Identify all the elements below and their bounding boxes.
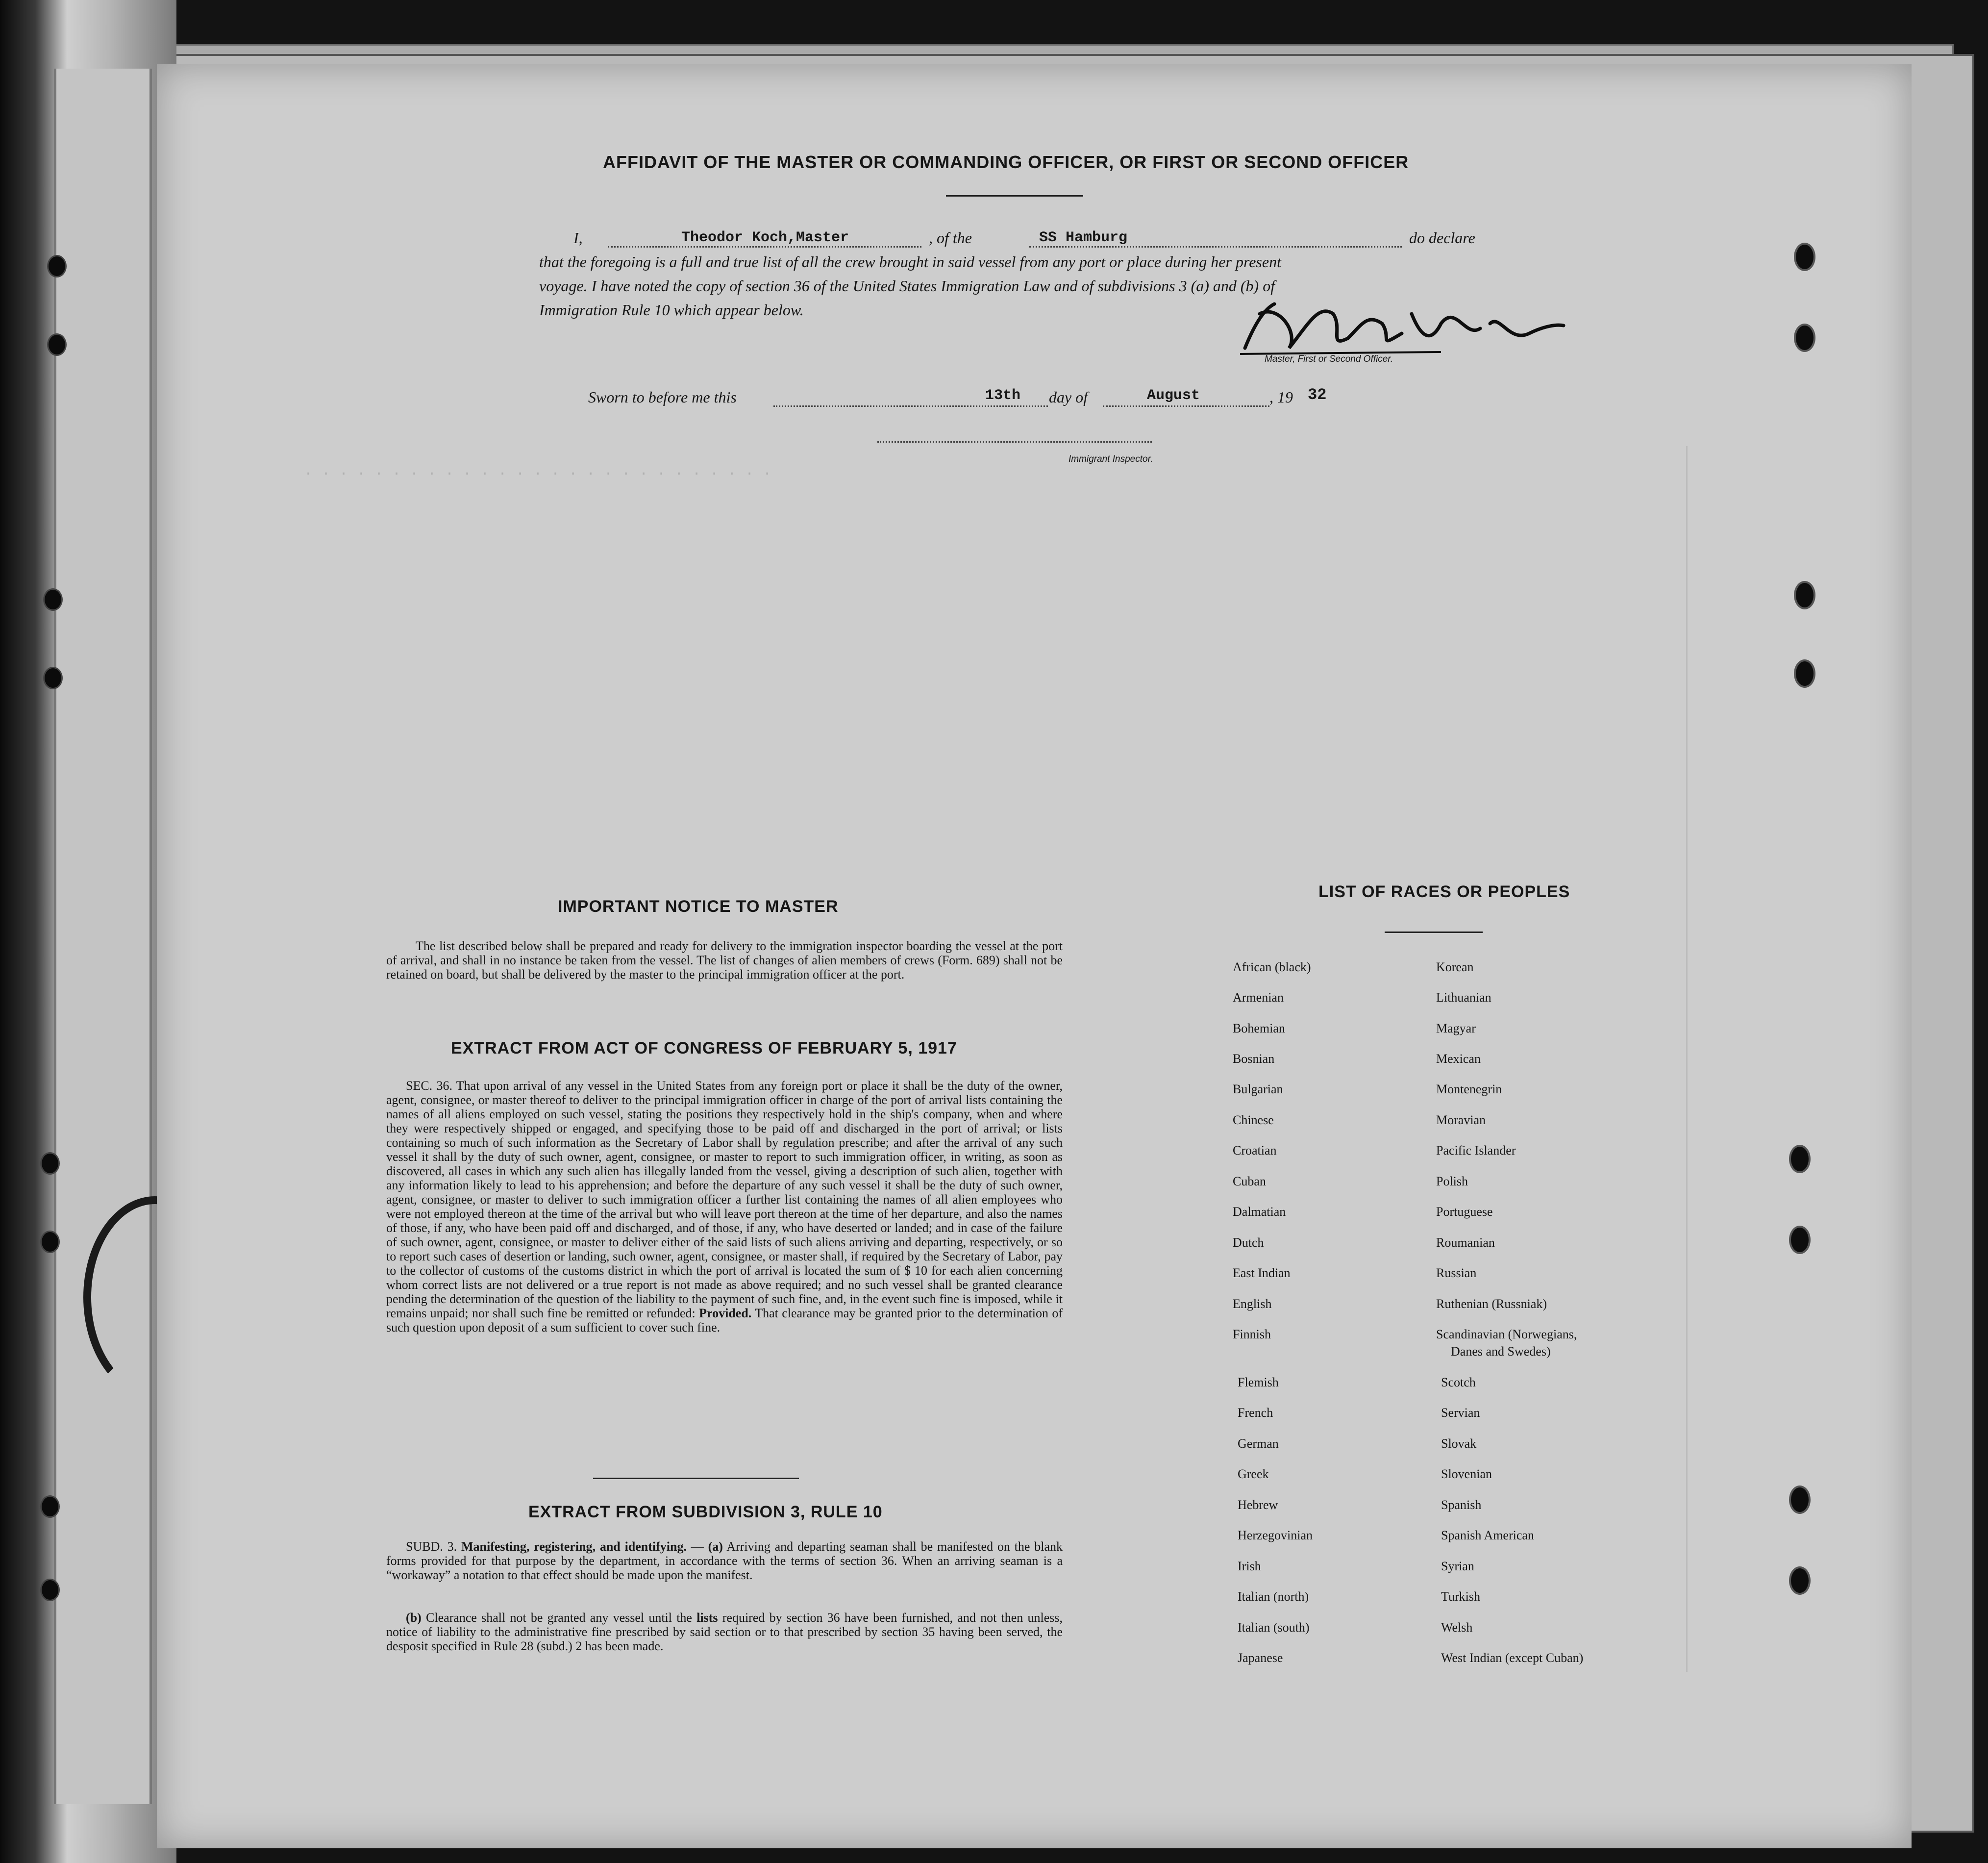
race-left: Bulgarian bbox=[1233, 1082, 1283, 1096]
race-left: Hebrew bbox=[1238, 1498, 1278, 1512]
race-left: Italian (north) bbox=[1238, 1589, 1309, 1604]
race-left: Dalmatian bbox=[1233, 1205, 1286, 1219]
master-signature bbox=[1235, 294, 1568, 358]
race-right: Russian bbox=[1436, 1266, 1477, 1280]
race-right: Roumanian bbox=[1436, 1235, 1495, 1250]
punch-hole bbox=[1794, 324, 1815, 352]
binder-strip bbox=[54, 69, 152, 1804]
race-right: Mexican bbox=[1436, 1052, 1481, 1066]
master-caption: Master, First or Second Officer. bbox=[1265, 354, 1393, 364]
race-right: Servian bbox=[1441, 1406, 1480, 1420]
race-left: Herzegovinian bbox=[1238, 1528, 1313, 1542]
affidavit-line-2: that the foregoing is a full and true list of all the crew brought in said vessel from any port or place during her present bbox=[539, 253, 1281, 271]
of-the-label: , of the bbox=[929, 229, 972, 247]
race-right: Magyar bbox=[1436, 1021, 1476, 1035]
punch-hole bbox=[1789, 1566, 1811, 1595]
race-left: Dutch bbox=[1233, 1235, 1264, 1250]
race-left: Bosnian bbox=[1233, 1052, 1275, 1066]
race-right: Syrian bbox=[1441, 1559, 1474, 1573]
races-title: LIST OF RACES OR PEOPLES bbox=[1318, 882, 1570, 901]
races-underline bbox=[1385, 932, 1483, 933]
race-right: Spanish bbox=[1441, 1498, 1482, 1512]
rule-paragraph-b: (b) Clearance shall not be granted any vessel until the lists required by section 36 have been furnished, and not then unless, notice of liability to the administrative fine prescribed by said section or to that prescribed by section 35 having been served, the desposit specified in Rule 28 (subd.) 2 has been made. bbox=[386, 1611, 1063, 1653]
rule-paragraph-a: SUBD. 3. Manifesting, registering, and identifying. — (a) Arriving and departing seaman shall be manifested on the blank forms provided for that purpose by the department, in accordance with the terms of section 36. When an arriving seaman is a “workaway” a notation to that effect should be made upon the manifest. bbox=[386, 1539, 1063, 1582]
binder-hole bbox=[40, 1579, 60, 1601]
race-right: Slovenian bbox=[1441, 1467, 1492, 1481]
race-left: Greek bbox=[1238, 1467, 1269, 1481]
race-right: Moravian bbox=[1436, 1113, 1486, 1127]
race-right: Portuguese bbox=[1436, 1205, 1493, 1219]
binder-hole bbox=[40, 1152, 60, 1175]
punch-hole bbox=[1794, 581, 1815, 609]
vessel-name: SS Hamburg bbox=[1039, 229, 1128, 246]
race-left: Croatian bbox=[1233, 1143, 1277, 1158]
race-right: West Indian (except Cuban) bbox=[1441, 1651, 1584, 1665]
i-label: I, bbox=[573, 229, 583, 247]
year-suffix: 32 bbox=[1308, 386, 1327, 404]
binder-hole bbox=[40, 1231, 60, 1253]
master-name: Theodor Koch,Master bbox=[681, 229, 849, 246]
race-left: Armenian bbox=[1233, 990, 1284, 1005]
day-line bbox=[773, 405, 1048, 407]
race-right: Slovak bbox=[1441, 1436, 1477, 1451]
affidavit-line-4: Immigration Rule 10 which appear below. bbox=[539, 301, 804, 319]
race-left: East Indian bbox=[1233, 1266, 1291, 1280]
race-right: Lithuanian bbox=[1436, 990, 1491, 1005]
sworn-month: August bbox=[1147, 387, 1200, 404]
act-text: SEC. 36. That upon arrival of any vessel in the United States from any foreign port or place it shall be the duty of the owner, agent, consignee, or master thereof to deliver to the principal immigration officer in charge of the port of arrival lists containing the names of all aliens employed on such vessel, stating the positions they respectively hold in the ship's company, when and where they were respectively shipped or engaged, and specifying those to be paid off and discharged in the port of arrival; or lists containing so much of such information as the Secretary of Labor shall by regulation prescribe; and after the arrival of any such vessel it shall by the duty of such owner, agent, consignee, or master to report to such immigration officer, in writing, as soon as discovered, all cases in which any such alien has illegally landed from the vessel, giving a description of such alien, together with any information likely to lead to his apprehension; and before the departure of any such vessel it shall be the duty of such owner, agent, consignee, or master to deliver to such immigration officer a further list containing the names of all alien employees who were not employed thereon at the time of the arrival but who will leave port thereon at the time of her departure, and also the names of those, if any, who have been paid off and discharged, and of those, if any, who have deserted or landed; and in case of the failure of such owner, agent, consignee, or master to deliver either of the said lists of such aliens arriving and departing, respectively, or so to report such cases of desertion or landing, such owner, agent, consignee, or master shall, if required by the Secretary of Labor, pay to the collector of customs of the customs district in which the port of arrival is located the sum of $ 10 for each alien concerning whom correct lists are not delivered or a true report is not made as above required; and no such vessel shall be granted clearance pending the determination of the question of the liability to the payment of such fine, and, in the event such fine is imposed, while it remains unpaid; nor shall such fine be remitted or refunded: Provided. That clearance may be granted prior to the determination of such question upon deposit of a sum sufficient to cover such fine. bbox=[386, 1079, 1063, 1334]
race-right: Scotch bbox=[1441, 1375, 1476, 1389]
binder-hole bbox=[43, 667, 63, 689]
sworn-day: 13th bbox=[985, 387, 1021, 404]
race-right: Montenegrin bbox=[1436, 1082, 1502, 1096]
vessel-line bbox=[1029, 246, 1402, 248]
race-right: Polish bbox=[1436, 1174, 1468, 1188]
affidavit-sheet: · · · · · · · · · · · · · · · · · · · · · · · · · · · AFFIDAVIT OF THE MASTER OR COMMANDING OFFICER, OR FIRST OR SECOND OFFICER I, Theodor Koch,Master , of the SS Hamburg do declare that the foregoing is a full and true list of all the crew brought in said vessel from any port or place during her present voyage. I have noted the copy of section 36 of the United States Immigration Law and of subdivisions 3 (a) and (b) of Immigration Rule 10 which appear below. Master, First or Second Officer. Sworn to before me this 13th day of August , 19 32 Immigrant Inspector. IMPORTANT NOTICE TO MASTER The list described below shall be prepared and ready for delivery to the immigration inspector boarding the vessel at the port of arrival, and shall in no instance be taken from the vessel. The list of changes of alien members of crews (Form. 689) shall not be retained on board, but shall be delivered by the master to the principal immigration officer at the port. EXTRACT FROM ACT OF CONGRESS OF FEBRUARY 5, 1917 SEC. 36. That upon arrival of any vessel in the United States from any foreign port or place it shall be the duty of the owner, agent, consignee, or master thereof to deliver to the principal immigration officer in charge of the port of arrival lists containing the names of all aliens employed on such vessel, stating the positions they respectively hold in the ship's company, when and where they were respectively shipped or engaged, and specifying those to be paid off and discharged in the port of arrival; or lists containing so much of such information as the Secretary of Labor shall by regulation prescribe; and after the arrival of any such vessel it shall by the duty of such owner, agent, consignee, or master to report to such immigration officer, in writing, as soon as discovered, all cases in which any such alien has illegally landed from the vessel, giving a description of such alien, together with any information likely to lead to his apprehension; and before the departure of any such vessel it shall be the duty of such owner, agent, consignee, or master to deliver to such immigration officer a further list containing the names of all alien employees who were not employed thereon at the time of the arrival but who will leave port thereon at the time of her departure, and also the names of those, if any, who have been paid off and discharged, and of those, if any, who have deserted or landed; and in case of the failure of such owner, agent, consignee, or master to deliver either of the said lists of such aliens arriving and departing, respectively, or so to report such cases of desertion or landing, such owner, agent, consignee, or master shall, if required by the Secretary of Labor, pay to the collector of customs of the customs district in which the port of arrival is located the sum of $ 10 for each alien concerning whom correct lists are not delivered or a true report is not made as above required; and no such vessel shall be granted clearance pending the determination of the question of the liability to the payment of such fine, and, in the event such fine is imposed, while it remains unpaid; nor shall such fine be remitted or refunded: Provided. That clearance may be granted prior to the determination of such question upon deposit of a sum sufficient to cover such fine. EXTRACT FROM SUBDIVISION 3, RULE 10 SUBD. 3. Manifesting, registering, and identifying. — (a) Arriving and departing seaman shall be manifested on the blank forms provided for that purpose by the department, in accordance with the terms of section 36. When an arriving seaman is a “workaway” a notation to that effect should be made upon the manifest. (b) Clearance shall not be granted any vessel until the lists required by section 36 have been furnished, and not then unless, notice of liability to the administrative fine prescribed by said section or to that prescribed by section 35 having been served, the desposit specified in Rule 28 (subd.) 2 has been made. LIST OF RACES OR PEOPLES African (black) Armenian Bohemian Bosnian Bulgarian Chinese Croatian Cuban Dalmatian Dutch East Indian English Finnish Flemish French German Greek Hebrew Herzegovinian Irish Italian (north) Italian (south) Japanese Korean Lithuanian Magyar Mexican Montenegrin Moravian Pacific Islander Polish Portuguese Roumanian Russian Ruthenian (Russniak) Scandinavian (Norwegians, Danes and Swedes) Scotch Servian Slovak Slovenian Spanish Spanish American Syrian Turkish Welsh West Indian (except Cuban) bbox=[157, 64, 1912, 1848]
title-underline bbox=[946, 195, 1083, 197]
race-left: Italian (south) bbox=[1238, 1620, 1310, 1635]
inspector-caption: Immigrant Inspector. bbox=[1069, 454, 1153, 464]
master-name-line bbox=[608, 246, 921, 248]
do-declare-label: do declare bbox=[1409, 229, 1475, 247]
race-left: Flemish bbox=[1238, 1375, 1279, 1389]
act-title: EXTRACT FROM ACT OF CONGRESS OF FEBRUARY 5, 1917 bbox=[451, 1039, 957, 1057]
race-right: Pacific Islander bbox=[1436, 1143, 1516, 1158]
race-right: Spanish American bbox=[1441, 1528, 1534, 1542]
punch-hole bbox=[1789, 1226, 1811, 1254]
race-right: Turkish bbox=[1441, 1589, 1480, 1604]
race-left: Chinese bbox=[1233, 1113, 1274, 1127]
affidavit-title: AFFIDAVIT OF THE MASTER OR COMMANDING OFFICER, OR FIRST OR SECOND OFFICER bbox=[603, 152, 1409, 172]
race-left: Irish bbox=[1238, 1559, 1261, 1573]
month-line bbox=[1103, 405, 1269, 407]
notice-text: The list described below shall be prepared and ready for delivery to the immigration inspector boarding the vessel at the port of arrival, and shall in no instance be taken from the vessel. The list of changes of alien members of crews (Form. 689) shall not be retained on board, but shall be delivered by the master to the principal immigration officer at the port. bbox=[386, 939, 1063, 982]
binder-hole bbox=[43, 588, 63, 611]
punch-hole bbox=[1794, 659, 1815, 688]
race-right: Ruthenian (Russniak) bbox=[1436, 1297, 1547, 1311]
section-divider bbox=[593, 1478, 799, 1479]
notice-title: IMPORTANT NOTICE TO MASTER bbox=[558, 897, 839, 916]
race-left: Finnish bbox=[1233, 1327, 1271, 1341]
inspector-signature-line bbox=[877, 441, 1152, 443]
binder-hole bbox=[47, 333, 67, 356]
binder-hole bbox=[40, 1495, 60, 1518]
affidavit-line-3: voyage. I have noted the copy of section 36 of the United States Immigration Law and of subdivisions 3 (a) and (b) of bbox=[539, 277, 1275, 295]
race-left: African (black) bbox=[1233, 960, 1311, 974]
punch-hole bbox=[1789, 1145, 1811, 1173]
race-left: German bbox=[1238, 1436, 1279, 1451]
race-left: French bbox=[1238, 1406, 1273, 1420]
race-right: Scandinavian (Norwegians, bbox=[1436, 1327, 1577, 1341]
sworn-label: Sworn to before me this bbox=[588, 388, 737, 406]
punch-hole bbox=[1789, 1485, 1811, 1514]
race-left: English bbox=[1233, 1297, 1272, 1311]
punch-hole bbox=[1794, 243, 1815, 271]
rule-title: EXTRACT FROM SUBDIVISION 3, RULE 10 bbox=[528, 1503, 883, 1521]
race-left: Bohemian bbox=[1233, 1021, 1285, 1035]
race-left: Japanese bbox=[1238, 1651, 1283, 1665]
day-of-label: day of bbox=[1049, 388, 1088, 406]
year-prefix: , 19 bbox=[1269, 388, 1293, 406]
binder-hole bbox=[47, 255, 67, 277]
race-left: Cuban bbox=[1233, 1174, 1266, 1188]
race-right: Korean bbox=[1436, 960, 1474, 974]
race-right: Danes and Swedes) bbox=[1451, 1344, 1551, 1359]
race-right: Welsh bbox=[1441, 1620, 1473, 1635]
